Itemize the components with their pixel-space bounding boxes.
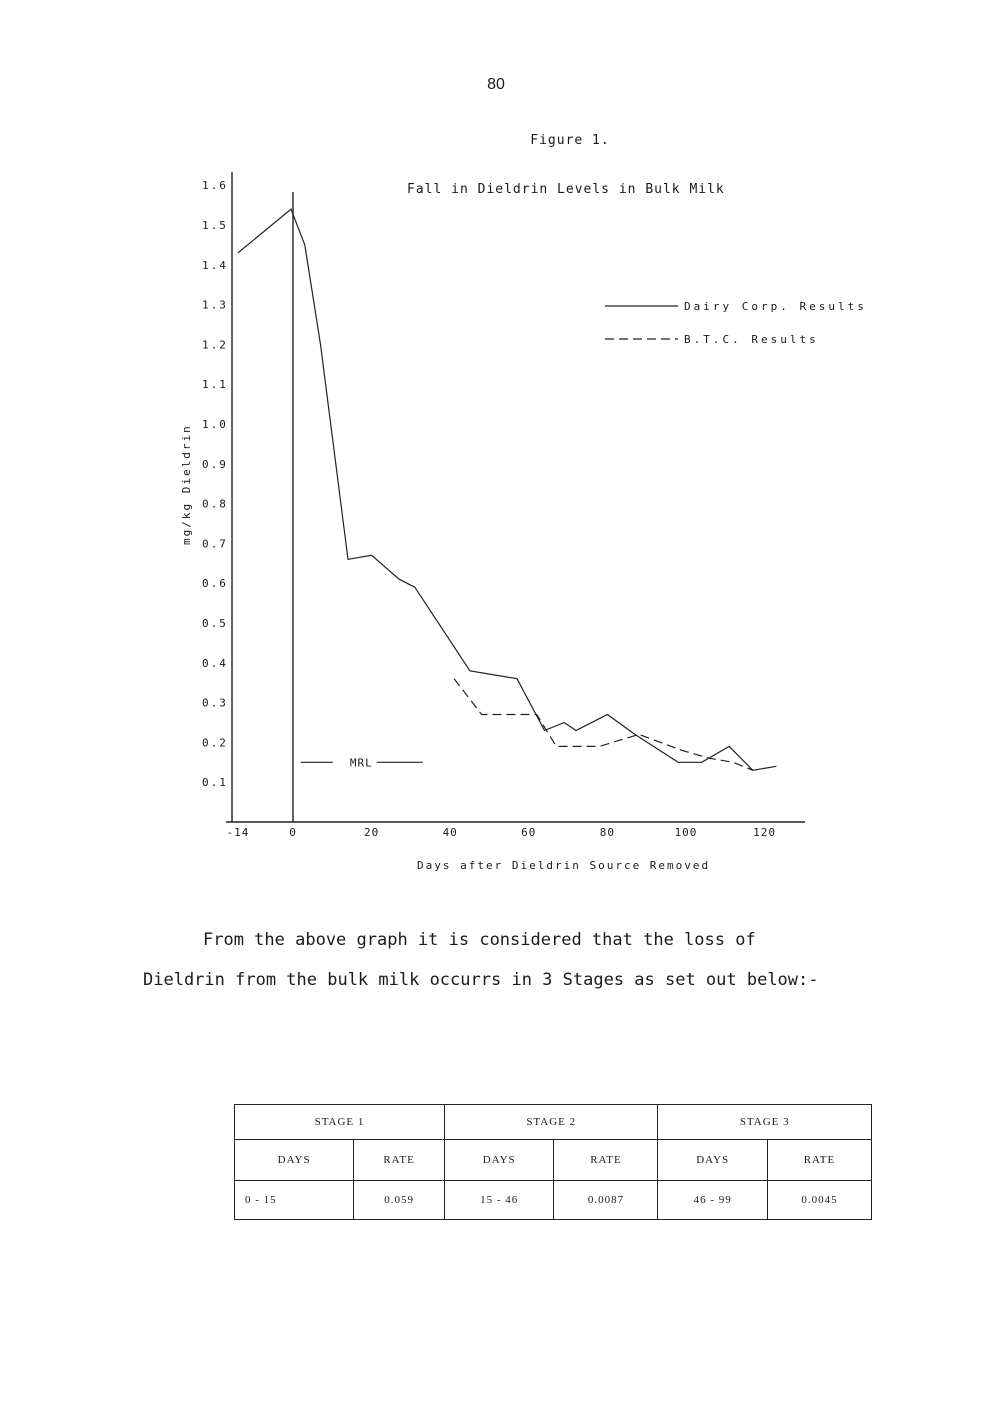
dairy-corp-series-line <box>238 209 776 770</box>
paragraph-line-1: From the above graph it is considered that the loss of <box>203 930 756 950</box>
y-tick-label: 1.0 <box>202 418 228 431</box>
y-tick-label: 0.1 <box>202 776 228 790</box>
y-tick-labels <box>202 179 228 789</box>
column-header: DAYS <box>658 1140 767 1181</box>
y-tick-label: 0.4 <box>202 656 228 670</box>
y-tick-label: 0.6 <box>202 577 228 591</box>
y-tick-label: 0.3 <box>202 696 228 710</box>
table-row <box>235 1181 872 1220</box>
table-cell: 0.059 <box>354 1181 445 1220</box>
x-tick-label: 100 <box>674 826 698 839</box>
legend-label: Dairy Corp. Results <box>684 300 867 313</box>
x-tick-label: 20 <box>363 826 380 839</box>
x-tick-label: 60 <box>521 826 537 839</box>
table-cell: 46 - 99 <box>658 1181 767 1220</box>
table-cell: 0.0045 <box>767 1181 871 1220</box>
paragraph-line-2: Dieldrin from the bulk milk occurrs in 3 Stages as set out below:- <box>143 970 819 990</box>
btc-series-line <box>454 679 753 771</box>
axes <box>226 172 805 822</box>
x-tick-labels <box>227 826 776 839</box>
stage-header: STAGE 1 <box>235 1105 445 1140</box>
column-header: RATE <box>354 1140 445 1181</box>
x-tick-label: 40 <box>442 826 458 839</box>
x-tick-label: 120 <box>753 826 777 839</box>
y-tick-label: 1.2 <box>202 338 228 352</box>
x-tick-label: 0 <box>289 826 297 839</box>
legend <box>605 300 867 346</box>
chart-title: Fall in Dieldrin Levels in Bulk Milk <box>407 182 725 197</box>
y-axis-label: mg/kg Dieldrin <box>180 424 193 545</box>
column-header: DAYS <box>235 1140 354 1181</box>
figure-label: Figure 1. <box>530 133 610 148</box>
column-header: DAYS <box>444 1140 553 1181</box>
legend-label: B.T.C. Results <box>684 333 819 346</box>
table-header-row <box>235 1105 872 1140</box>
y-tick-label: 1.1 <box>202 378 228 392</box>
mrl-label: MRL <box>349 756 373 770</box>
y-tick-label: 0.8 <box>202 497 228 511</box>
y-tick-label: 1.4 <box>202 258 228 272</box>
page-number: 80 <box>487 76 505 93</box>
series-lines <box>238 209 776 770</box>
y-tick-label: 1.5 <box>202 219 228 232</box>
y-tick-label: 0.2 <box>202 736 228 750</box>
table-cell: 15 - 46 <box>444 1181 553 1220</box>
x-tick-label: -14 <box>226 826 250 839</box>
stages-table <box>234 1104 872 1220</box>
table-subheader-row <box>235 1140 872 1181</box>
annotations <box>301 756 423 769</box>
y-tick-label: 0.5 <box>202 617 228 630</box>
stage-header: STAGE 3 <box>658 1105 872 1140</box>
stage-header: STAGE 2 <box>444 1105 657 1140</box>
table-cell: 0 - 15 <box>235 1181 354 1220</box>
column-header: RATE <box>554 1140 658 1181</box>
table-cell: 0.0087 <box>554 1181 658 1220</box>
x-tick-label: 80 <box>599 826 616 839</box>
y-tick-label: 0.9 <box>202 457 228 471</box>
x-axis-label: Days after Dieldrin Source Removed <box>417 859 711 872</box>
y-tick-label: 0.7 <box>202 537 228 551</box>
y-tick-label: 1.6 <box>202 179 228 193</box>
column-header: RATE <box>767 1140 871 1181</box>
y-tick-label: 1.3 <box>202 298 228 312</box>
